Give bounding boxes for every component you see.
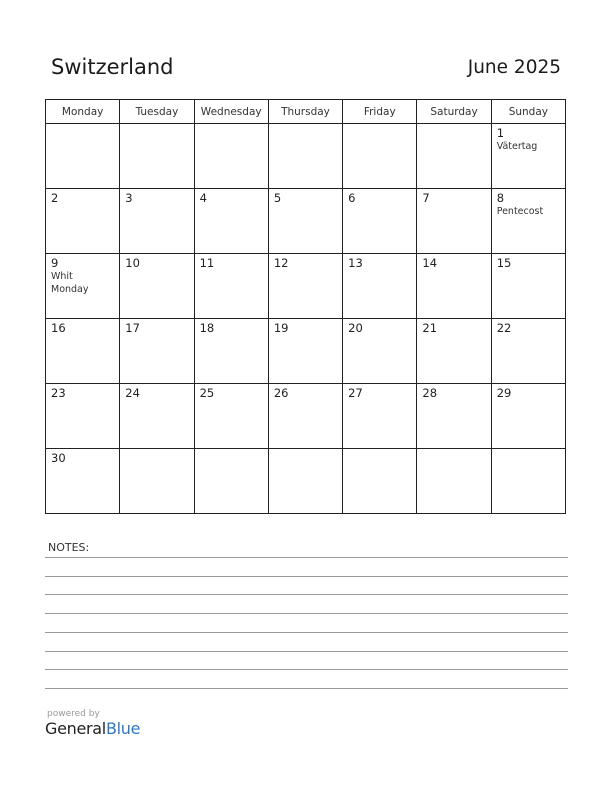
day-number: 26	[273, 386, 289, 400]
weekday-header: Thursday	[268, 100, 342, 124]
day-number: 22	[496, 321, 512, 335]
calendar-day-cell	[343, 384, 417, 449]
logo-general: General	[45, 719, 106, 738]
month-title: June 2025	[467, 57, 561, 78]
notes-line	[45, 576, 568, 577]
holiday-label: Whit Monday	[51, 271, 89, 295]
day-number: 9	[51, 256, 59, 270]
day-number: 11	[199, 256, 215, 270]
calendar-day-cell	[491, 254, 565, 319]
generalblue-logo	[45, 719, 140, 738]
day-number: 4	[199, 191, 207, 205]
calendar-day-cell	[491, 319, 565, 384]
notes-line	[45, 594, 568, 595]
calendar-day-cell	[417, 254, 491, 319]
weekday-header: Saturday	[417, 100, 491, 124]
day-number: 17	[125, 321, 140, 335]
day-number: 6	[348, 191, 356, 205]
calendar-day-cell	[46, 124, 120, 189]
day-number: 27	[348, 386, 363, 400]
calendar-day-cell	[46, 384, 120, 449]
calendar-day-cell	[491, 124, 565, 189]
calendar-day-cell	[268, 449, 342, 514]
calendar-day-cell	[46, 189, 120, 254]
calendar-week-row	[46, 384, 566, 449]
calendar-week-row	[46, 254, 566, 319]
day-number: 2	[51, 191, 59, 205]
calendar-day-cell	[120, 449, 194, 514]
calendar-day-cell	[343, 449, 417, 514]
calendar-week-row	[46, 189, 566, 254]
calendar-day-cell	[491, 449, 565, 514]
day-number: 28	[422, 386, 438, 400]
calendar-day-cell	[46, 319, 120, 384]
powered-by-text: powered by	[47, 709, 100, 719]
day-number: 16	[51, 321, 66, 335]
calendar-day-cell	[343, 189, 417, 254]
notes-label: NOTES:	[48, 541, 90, 554]
calendar-day-cell	[194, 254, 268, 319]
day-number: 10	[125, 256, 140, 270]
day-number: 19	[273, 321, 289, 335]
calendar-day-cell	[46, 254, 120, 319]
calendar-day-cell	[194, 449, 268, 514]
notes-line	[45, 669, 568, 670]
day-number: 14	[422, 256, 438, 270]
calendar-day-cell	[491, 189, 565, 254]
holiday-label: Vätertag	[496, 141, 538, 152]
calendar-day-cell	[268, 124, 342, 189]
day-number: 5	[273, 191, 282, 205]
day-number: 24	[125, 386, 140, 400]
calendar-day-cell	[491, 384, 565, 449]
weekday-header: Sunday	[491, 100, 565, 124]
calendar-day-cell	[268, 319, 342, 384]
notes-line	[45, 557, 568, 558]
day-number: 23	[51, 386, 66, 400]
calendar-day-cell	[268, 384, 342, 449]
weekday-header: Monday	[46, 100, 120, 124]
weekday-header: Tuesday	[120, 100, 194, 124]
day-number: 12	[273, 256, 289, 270]
day-number: 15	[496, 256, 512, 270]
day-number: 1	[496, 126, 505, 140]
day-number: 18	[199, 321, 215, 335]
day-number: 8	[496, 191, 505, 205]
calendar-day-cell	[120, 254, 194, 319]
brand-footer	[45, 709, 140, 738]
notes-line	[45, 651, 568, 652]
calendar-day-cell	[417, 124, 491, 189]
calendar-week-row	[46, 449, 566, 514]
day-number: 21	[422, 321, 438, 335]
calendar-day-cell	[343, 319, 417, 384]
calendar-day-cell	[343, 124, 417, 189]
notes-line	[45, 632, 568, 633]
weekday-header: Wednesday	[194, 100, 268, 124]
calendar-grid	[45, 99, 566, 514]
calendar-day-cell	[194, 124, 268, 189]
calendar-day-cell	[120, 124, 194, 189]
holiday-label: Pentecost	[496, 206, 544, 217]
day-number: 20	[348, 321, 363, 335]
notes-line	[45, 613, 568, 614]
logo-blue: Blue	[105, 719, 141, 738]
calendar-day-cell	[46, 449, 120, 514]
day-number: 13	[348, 256, 363, 270]
calendar-day-cell	[194, 319, 268, 384]
weekday-header: Friday	[343, 100, 417, 124]
notes-line	[45, 688, 568, 689]
weekday-header-row	[46, 100, 566, 124]
calendar-day-cell	[120, 384, 194, 449]
day-number: 30	[51, 451, 66, 465]
calendar-day-cell	[194, 384, 268, 449]
day-number: 7	[422, 191, 430, 205]
day-number: 25	[199, 386, 215, 400]
calendar-week-row	[46, 319, 566, 384]
calendar-day-cell	[120, 319, 194, 384]
calendar-day-cell	[343, 254, 417, 319]
calendar-day-cell	[194, 189, 268, 254]
calendar-day-cell	[417, 319, 491, 384]
calendar-week-row	[46, 124, 566, 189]
calendar-day-cell	[417, 384, 491, 449]
country-title: Switzerland	[51, 55, 174, 79]
calendar-day-cell	[268, 189, 342, 254]
calendar-day-cell	[417, 189, 491, 254]
calendar-day-cell	[417, 449, 491, 514]
calendar-day-cell	[268, 254, 342, 319]
calendar-day-cell	[120, 189, 194, 254]
day-number: 3	[125, 191, 133, 205]
day-number: 29	[496, 386, 512, 400]
